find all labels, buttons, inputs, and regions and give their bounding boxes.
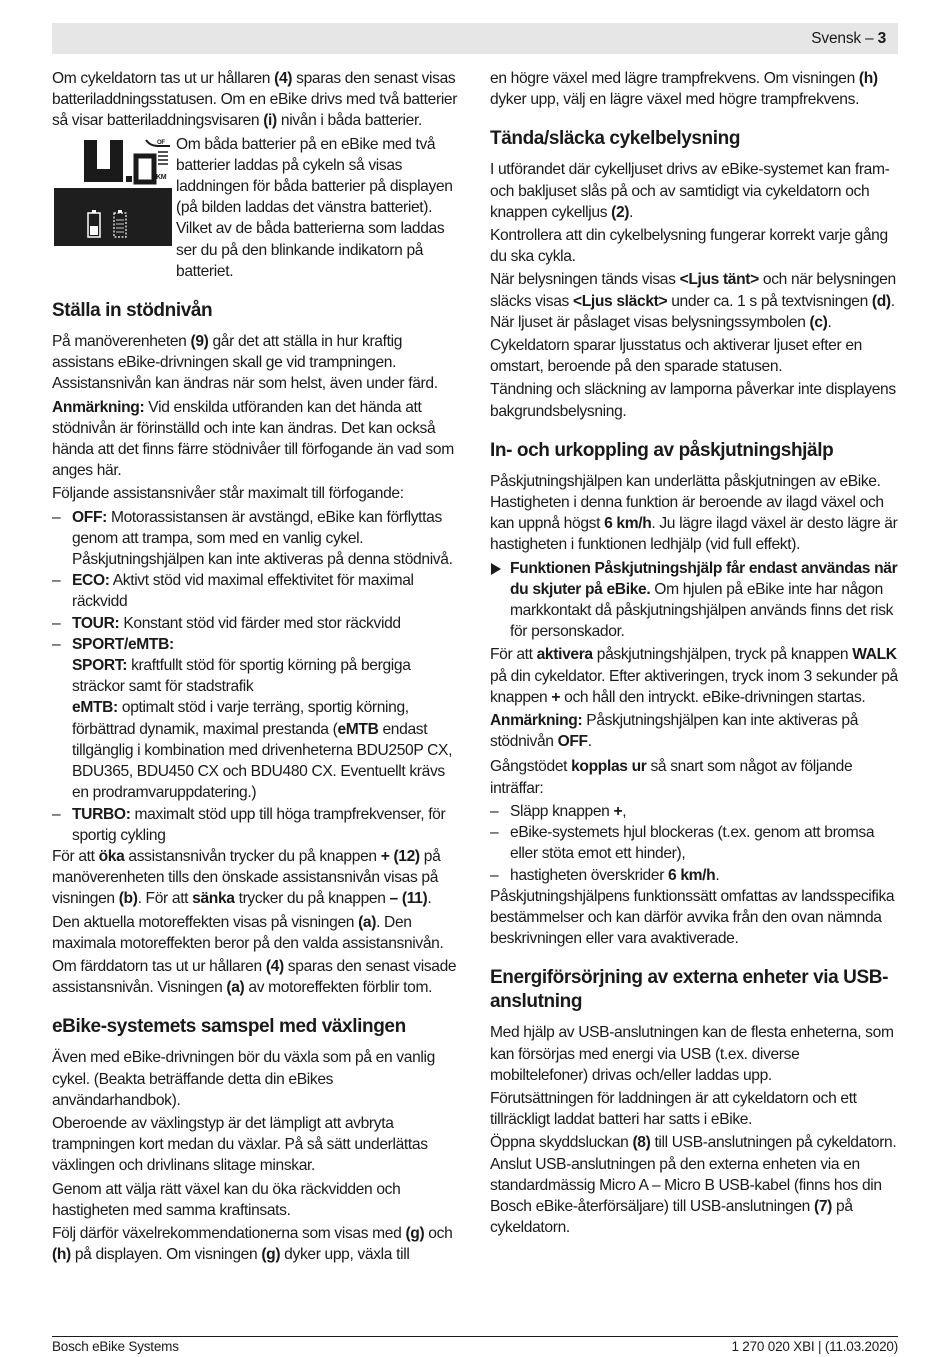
- heading-paskjutning: In- och urkoppling av påskjutningshjälp: [490, 439, 834, 461]
- paragraph: Om färddatorn tas ut ur hållaren (4) sparas den senast visade assistansnivån. Visningen (a) av motoreffekten förblir tom.: [52, 957, 457, 997]
- paragraph: Tändning och släckning av lamporna påverkar inte displayens bakgrundsbelysning.: [490, 381, 896, 420]
- paragraph: Oberoende av växlingstyp är det lämpligt att avbryta trampningen kort medan du växlar. På så sätt underlättas växlingen och drivlinans slitage minskar.: [52, 1114, 428, 1175]
- paragraph: Med hjälp av USB-anslutningen kan de flesta enheterna, som kan försörjas med energi via USB (t.ex. diverse mobiltelefoner) drivas och/eller laddas upp.: [490, 1024, 894, 1084]
- paragraph: Den aktuella motoreffekten visas på visningen (a). Den maximala motoreffekten beror på den valda assistansnivån.: [52, 913, 444, 952]
- list-item: – TOUR: Konstant stöd vid färder med stor räckvidd: [52, 613, 460, 634]
- note-paragraph: Anmärkning: Vid enskilda utföranden kan det hända att stödnivån är förinställd och inte kan ändras. Det kan också hända att det finns färre stödnivåer till förfogande än vad som anges här.: [52, 398, 454, 480]
- paragraph: I utförandet där cykelljuset drivs av eBike-systemet kan fram- och bakljuset slås på och av samtidigt via cykeldatorn och knappen cykelljus (2).: [490, 161, 890, 221]
- heading-vaxling: eBike-systemets samspel med växlingen: [52, 1016, 406, 1038]
- right-column: [490, 68, 898, 1240]
- stop-condition-list: [490, 801, 898, 886]
- battery-figure-block: [52, 134, 460, 282]
- list-item: – SPORT/eMTB: SPORT: kraftfullt stöd för sportig körning på bergiga sträckor samt för stadstrafik eMTB: optimalt stöd i varje terräng, sportig körning, förbättrad dynamik, maximal prestanda (eMTB endast tillgänglig i kombination med drivenheterna BDU250P CX, BDU365, BDU450 CX och BDU480 CX. Eventuellt krävs en prodramvaruppdatering.): [52, 634, 460, 804]
- heading-usb: Energiförsörjning av externa enheter via USB-anslutning: [490, 967, 889, 1013]
- paragraph: Genom att välja rätt växel kan du öka räckvidden och hastigheten med samma kraftinsats.: [52, 1180, 401, 1219]
- paragraph: Påskjutningshjälpens funktionssätt omfattas av landsspecifika bestämmelser och kan därför avvika från den ovan nämnda beskrivningen eller vara avaktiverade.: [490, 887, 895, 948]
- triangle-bullet-icon: [491, 563, 501, 575]
- paragraph: När belysningen tänds visas <Ljus tänt> och när belysningen släcks visas <Ljus släckt> under ca. 1 s på textvisningen (d). När ljuset är påslaget visas belysningssymbolen (c).: [490, 271, 896, 331]
- heading-belysning: Tända/släcka cykelbelysning: [490, 128, 741, 150]
- page-number: 3: [877, 30, 886, 47]
- warning-item: Funktionen Påskjutningshjälp får endast användas när du skjuter på eBike. Om hjulen på eBike inte har någon markkontakt då påskjutningshjälpen används finns det risk för personskador.: [490, 558, 898, 643]
- footer-company: Bosch eBike Systems: [52, 1339, 179, 1354]
- paragraph: Gångstödet kopplas ur så snart som något av följande inträffar:: [490, 758, 853, 797]
- paragraph: Kontrollera att din cykelbelysning fungerar korrekt varje gång du ska cykla.: [490, 227, 888, 266]
- list-item: – OFF: Motorassistansen är avstängd, eBike kan förflyttas genom att trampa, som med en vanlig cykel. Påskjutningshjälpen kan inte aktiveras på denna stödnivå.: [52, 507, 460, 571]
- footer-divider: [52, 1336, 898, 1337]
- paragraph: Även med eBike-drivningen bör du växla som på en vanlig cykel. (Beakta beträffande detta din eBikes användarhandbok).: [52, 1049, 435, 1109]
- paragraph: Om cykeldatorn tas ut ur hållaren (4) sparas den senast visas batteriladdningsstatusen. Om en eBike drivs med två batterier så visar batteriladdningsvisaren (i) nivån i båda batterier.: [52, 70, 458, 130]
- heading-stodniva: Ställa in stödnivån: [52, 300, 213, 322]
- battery-display-illustration: [54, 138, 172, 246]
- svg-text:OF: OF: [157, 139, 165, 146]
- left-column: [52, 68, 460, 1267]
- paragraph: På manöverenheten (9) går det att ställa in hur kraftig assistans eBike-drivningen skall ge vid trampningen. Assistansnivån kan ändras när som helst, även under färd.: [52, 333, 438, 393]
- list-item: – TURBO: maximalt stöd upp till höga trampfrekvenser, för sportig cykling: [52, 804, 460, 846]
- list-item: – eBike-systemets hjul blockeras (t.ex. genom att bromsa eller stöta emot ett hinder),: [490, 822, 898, 864]
- paragraph: Följ därför växelrekommendationerna som visas med (g) och (h) på displayen. Om visningen (g) dyker upp, växla till: [52, 1224, 453, 1264]
- list-item: – Släpp knappen +,: [490, 801, 898, 822]
- paragraph: en högre växel med lägre trampfrekvens. Om visningen (h) dyker upp, välj en lägre växel med högre trampfrekvens.: [490, 70, 878, 109]
- header-label: Svensk – 3: [811, 30, 886, 47]
- footer-doc-id: 1 270 020 XBI | (11.03.2020): [731, 1339, 898, 1354]
- km-label: KM: [156, 173, 167, 181]
- page-header: [52, 23, 898, 54]
- paragraph: För att öka assistansnivån trycker du på knappen + (12) på manöverenheten tills den önskade assistansnivån visas på visningen (b). För att sänka trycker du på knappen – (11).: [52, 847, 441, 908]
- paragraph: Förutsättningen för laddningen är att cykeldatorn och ett tillräckligt laddat batteri har satts i eBike.: [490, 1089, 857, 1129]
- paragraph: Cykeldatorn sparar ljusstatus och aktiverar ljuset efter en omstart, beroende på den sparade statusen.: [490, 337, 862, 376]
- paragraph: Öppna skyddsluckan (8) till USB-anslutningen på cykeldatorn. Anslut USB-anslutningen på den externa enheten via en standardmässig Micro A – Micro B USB-kabel (finns hos din Bosch eBike-återförsäljare) till USB-anslutningen (7) på cykeldatorn.: [490, 1134, 897, 1237]
- paragraph: Påskjutningshjälpen kan underlätta påskjutningen av eBike. Hastigheten i denna funktion är beroende av ilagd växel och kan uppnå högst 6 km/h. Ju lägre ilagd växel är desto lägre är hastigheten i funktionen ledhjälp (vid full effekt).: [490, 472, 898, 554]
- list-item: – hastigheten överskrider 6 km/h.: [490, 865, 898, 886]
- paragraph: För att aktivera påskjutningshjälpen, tryck på knappen WALK på din cykeldator. Efter aktiveringen, tryck inom 3 sekunder på knappen + och håll den intryckt. eBike-drivningen startas.: [490, 646, 898, 706]
- note-paragraph: Anmärkning: Påskjutningshjälpen kan inte aktiveras på stödnivån OFF.: [490, 712, 859, 751]
- paragraph: Om båda batterier på en eBike med två batterier laddas på cykeln så visas laddningen för båda batterier på displayen (på bilden laddas det vänstra batteriet). Vilket av de båda batterierna som laddas ser du på den blinkande indikatorn på batteriet.: [176, 135, 453, 280]
- assistance-level-list: [52, 507, 460, 846]
- paragraph: Följande assistansnivåer står maximalt till förfogande:: [52, 485, 404, 503]
- list-item: – ECO: Aktivt stöd vid maximal effektivitet för maximal räckvidd: [52, 570, 460, 612]
